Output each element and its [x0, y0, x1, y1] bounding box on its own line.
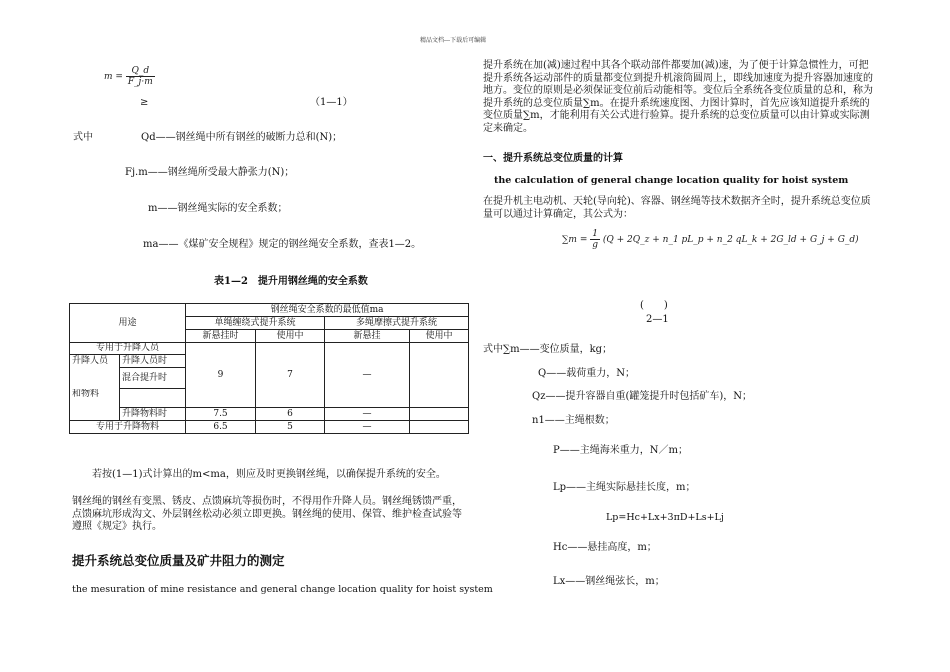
formula-fraction: [126, 66, 155, 87]
section-heading: 提升系统总变位质量及矿井阻力的测定: [72, 553, 285, 568]
page-header: 精品文档---下载后可编辑: [420, 37, 487, 44]
safety-factor-formula: [104, 66, 155, 87]
defs-intro: 式中: [73, 132, 93, 143]
table-header-new-hang: 新悬挂时: [186, 330, 256, 343]
table-cell: 6.5: [186, 421, 256, 434]
table-row-label-spacer: [70, 368, 120, 389]
formula-numerator: Q_d: [126, 66, 155, 77]
table-row-label: 和物料: [70, 389, 120, 408]
table-row-label: 升降物料时: [120, 408, 186, 421]
def-lp: Lp——主绳实际悬挂长度，m；: [553, 482, 696, 493]
table-header-min: 钢丝绳安全系数的最低值ma: [186, 304, 469, 317]
table-header-in-use: 使用中: [256, 330, 325, 343]
paragraph-intro: 提升系统在加(减)速过程中其各个联动部件都要加(减)速，为了便于计算急惯性力，可把提升系统各运动部件的质量都变位到提升机滚筒圆周上，即线加速度为提升容器加速度的地方。变位的原则是必须保证变位前后动能相等。变位后全系统各变位质量的总和，称为提升系统的总变位质量∑m。在提升系统速度图、力图计算时，首先应该知道提升系统的变位质量∑m，才能利用有关公式进行验算。提升系统的总变位质量可以由计算或实际测定来确定。: [483, 60, 873, 134]
subsection-title-english: the calculation of general change location quality for hoist system: [494, 175, 849, 186]
def-qd: Qd——钢丝绳中所有钢丝的破断力总和(N)；: [141, 132, 343, 143]
table-cell: —: [325, 408, 410, 421]
eq-number: 2—1: [646, 314, 669, 325]
table-cell: 7.5: [186, 408, 256, 421]
paragraph-rope-damage: 钢丝绳的钢丝有变黑、锈皮、点馈麻坑等损伤时，不得用作升降人员。钢丝绳锈馈严重，点馈麻坑形成沟文、外层钢丝松动必须立即更换。钢丝绳的使用、保管、维护检查试验等遵照《规定》执行。: [72, 496, 462, 533]
table-header-in-use-2: 使用中: [410, 330, 469, 343]
def-lx: Lx——钢丝绳弦长，m；: [553, 576, 665, 587]
table-caption: 表1—2 提升用钢丝绳的安全系数: [214, 276, 368, 287]
formula-body: (Q + 2Q_z + n_1 pL_p + n_2 qL_k + 2G_ld + G_j + G_d): [602, 235, 859, 245]
table-cell: 5: [256, 421, 325, 434]
table-cell: [410, 421, 469, 434]
def-ma: ma——《煤矿安全规程》规定的钢丝绳安全系数，查表1—2。: [143, 239, 422, 250]
table-cell: 6: [256, 408, 325, 421]
def-qz: Qz——提升容器自重(罐笼提升时包括矿车)，N；: [532, 391, 753, 402]
formula-coef-numerator: 1: [590, 229, 600, 240]
table-header-new-hang-2: 新悬挂: [325, 330, 410, 343]
formula-denominator: F_j·m: [127, 77, 153, 87]
subsection-title: 一、提升系统总变位质量的计算: [483, 153, 623, 164]
formula-coefficient: [590, 229, 600, 250]
formula-eq-number: （1—1）: [310, 97, 353, 108]
def-p: P——主绳海米重力，N／m；: [553, 445, 688, 456]
table-row-label: 专用于升降物料: [70, 421, 186, 434]
table-cell: [410, 343, 469, 408]
table-cell: 9: [186, 343, 256, 408]
table-row-label: 升降人员时: [120, 355, 186, 368]
table-row-label-spacer: [120, 389, 186, 408]
table-cell: —: [325, 421, 410, 434]
lp-formula: Lp=Hc+Lx+3πD+Ls+Lj: [606, 512, 724, 523]
table-header-single: 单绳缠绕式提升系统: [186, 317, 325, 330]
table-header-usage: 用途: [70, 304, 186, 343]
section-heading-english: the mesuration of mine resistance and general change location quality for hoist system: [72, 584, 493, 595]
table-cell: —: [325, 343, 410, 408]
table-row-label: 升降人员: [70, 355, 120, 368]
def-q: Q——载荷重力，N；: [538, 368, 635, 379]
table-row-label: 专用于升降人员: [70, 343, 186, 355]
safety-factor-table: [69, 303, 469, 434]
def-fjm: Fj.m——钢丝绳所受最大静张力(N)；: [125, 167, 295, 178]
def-m: m——钢丝绳实际的安全系数；: [148, 203, 288, 214]
table-cell: [410, 408, 469, 421]
formula-geq: ≥: [140, 97, 149, 108]
formula-lhs: ∑m =: [562, 235, 588, 245]
total-mass-formula: [562, 229, 859, 250]
table-header-multi: 多绳摩擦式提升系统: [325, 317, 469, 330]
table-cell: 7: [256, 343, 325, 408]
def-hc: Hc——悬挂高度，m；: [553, 542, 657, 553]
formula-coef-denominator: g: [592, 240, 599, 250]
def-n1: n1——主绳根数；: [532, 415, 615, 426]
formula-lhs: m =: [104, 72, 123, 82]
eq-paren: ( ): [640, 300, 668, 311]
def-sum-m: 式中∑m——变位质量，kg；: [483, 344, 613, 355]
paragraph-formula-intro: 在提升机主电动机、天轮(导向轮)、容器、钢丝绳等技术数据齐全时，提升系统总变位质量可以通过计算确定，其公式为：: [483, 196, 871, 220]
table-row-label: 混合提升时: [120, 368, 186, 389]
table-row-label-spacer: [70, 408, 120, 421]
paragraph-replace-rope: 若按(1—1)式计算出的m<ma，则应及时更换钢丝绳，以确保提升系统的安全。: [92, 469, 446, 480]
